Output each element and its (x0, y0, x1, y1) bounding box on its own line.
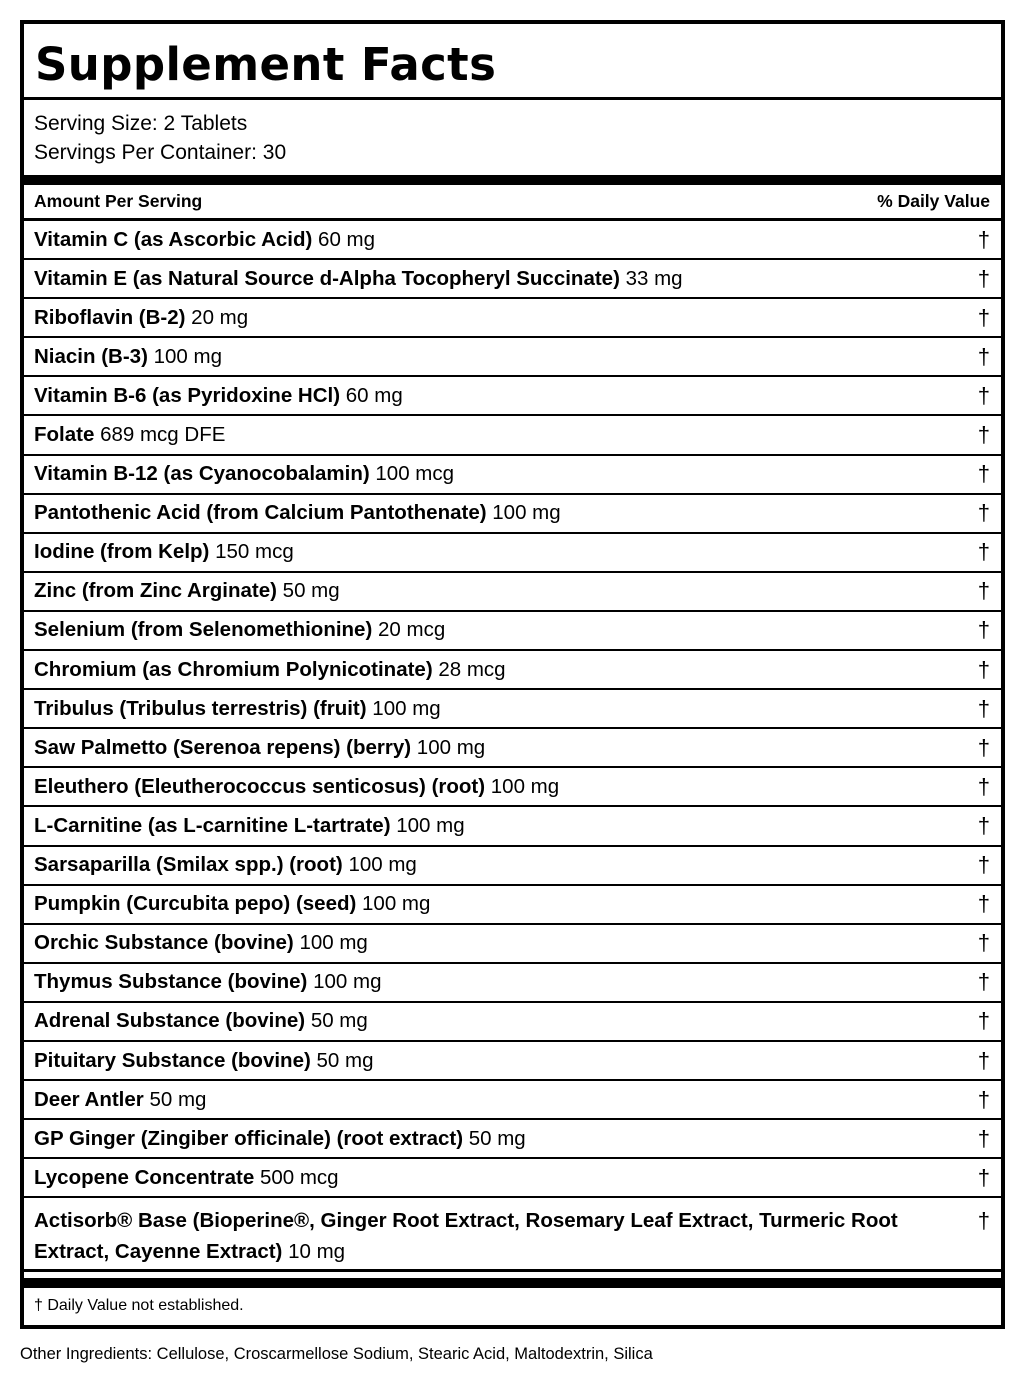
daily-value-dagger: † (977, 539, 990, 565)
nutrient-name: Adrenal Substance (bovine) (34, 1009, 306, 1033)
row-text (34, 1049, 972, 1073)
daily-value-dagger: † (977, 422, 990, 448)
daily-value-dagger: † (977, 1047, 990, 1073)
table-row (24, 1003, 1001, 1042)
nutrient-amount: 100 mg (396, 813, 465, 837)
panel-title: Supplement Facts (24, 24, 1001, 100)
nutrient-name: Chromium (as Chromium Polynicotinate) (34, 657, 433, 681)
table-row (24, 534, 1001, 573)
table-row (24, 925, 1001, 964)
row-text (34, 1127, 972, 1151)
table-row (24, 377, 1001, 416)
nutrient-name: Pantothenic Acid (from Calcium Pantothenate) (34, 501, 487, 525)
supplement-facts-panel (20, 20, 1005, 1329)
nutrient-name: Riboflavin (B-2) (34, 305, 186, 329)
row-text (34, 579, 972, 603)
row-text (34, 384, 972, 408)
nutrient-name: Lycopene Concentrate (34, 1165, 255, 1189)
daily-value-dagger: † (977, 812, 990, 838)
row-text (34, 658, 972, 682)
nutrient-name: Actisorb® Base (Bioperine®, Ginger Root Extract, Rosemary Leaf Extract, Turmeric Root Extract, Cayenne Extract) (34, 1209, 898, 1264)
daily-value-dagger: † (977, 734, 990, 760)
nutrient-amount: 689 mcg DFE (100, 423, 226, 447)
serving-size: Serving Size: 2 Tablets (34, 112, 248, 135)
table-row (24, 416, 1001, 455)
table-row (24, 886, 1001, 925)
row-text (34, 462, 972, 486)
daily-value-dagger: † (977, 891, 990, 917)
nutrient-name: Pumpkin (Curcubita pepo) (seed) (34, 892, 357, 916)
daily-value-dagger: † (977, 1086, 990, 1112)
daily-value-dagger: † (977, 1208, 990, 1234)
nutrient-amount: 20 mg (191, 305, 249, 329)
row-text (34, 423, 972, 447)
row-text (34, 345, 972, 369)
nutrient-amount: 100 mg (313, 970, 382, 994)
nutrient-name: Pituitary Substance (bovine) (34, 1048, 311, 1072)
nutrient-amount: 50 mg (310, 1009, 368, 1033)
table-row (24, 573, 1001, 612)
nutrient-amount: 100 mg (362, 892, 431, 916)
row-text (34, 1205, 972, 1267)
nutrient-amount: 60 mg (318, 227, 376, 251)
table-row (24, 495, 1001, 534)
table-row (24, 1042, 1001, 1081)
nutrient-amount: 100 mcg (375, 462, 455, 486)
daily-value-dagger: † (977, 1008, 990, 1034)
other-ingredients: Other Ingredients: Cellulose, Croscarmellose Sodium, Stearic Acid, Maltodextrin, Silica (20, 1345, 653, 1363)
table-row (24, 338, 1001, 377)
thick-divider (24, 175, 1001, 185)
table-row (24, 221, 1001, 260)
table-row (24, 1159, 1001, 1198)
row-text (34, 1088, 972, 1112)
daily-value-dagger: † (977, 1164, 990, 1190)
table-row (24, 1198, 1001, 1269)
footnote: † Daily Value not established. (34, 1297, 244, 1315)
nutrient-amount: 10 mg (288, 1240, 346, 1264)
daily-value-dagger: † (977, 343, 990, 369)
serving-info (24, 100, 1001, 175)
nutrient-amount: 50 mg (149, 1087, 207, 1111)
daily-value-dagger: † (977, 382, 990, 408)
thick-divider-bottom (24, 1278, 1001, 1288)
nutrient-amount: 100 mg (490, 774, 560, 798)
daily-value-dagger: † (977, 265, 990, 291)
nutrient-name: Vitamin E (as Natural Source d-Alpha Tocopheryl Succinate) (34, 266, 620, 290)
nutrient-amount: 100 mg (492, 501, 561, 525)
daily-value-dagger: † (977, 226, 990, 252)
nutrient-name: Deer Antler (34, 1087, 144, 1111)
amount-per-serving-label: Amount Per Serving (34, 191, 203, 211)
row-text (34, 697, 972, 721)
table-row (24, 299, 1001, 338)
nutrient-amount: 20 mcg (378, 618, 446, 642)
nutrient-rows (24, 221, 1001, 1269)
nutrient-name: L-Carnitine (as L-carnitine L-tartrate) (34, 813, 391, 837)
daily-value-dagger: † (977, 656, 990, 682)
table-row (24, 847, 1001, 886)
nutrient-amount: 100 mg (372, 696, 441, 720)
nutrient-amount: 50 mg (468, 1126, 526, 1150)
nutrient-name: Tribulus (Tribulus terrestris) (fruit) (34, 696, 367, 720)
row-text (34, 775, 972, 799)
row-text (34, 931, 972, 955)
table-row (24, 729, 1001, 768)
row-text (34, 267, 972, 291)
daily-value-dagger: † (977, 304, 990, 330)
nutrient-amount: 50 mg (316, 1048, 374, 1072)
daily-value-dagger: † (977, 969, 990, 995)
row-text (34, 618, 972, 642)
nutrient-name: Selenium (from Selenomethionine) (34, 618, 373, 642)
nutrient-amount: 100 mg (348, 853, 417, 877)
nutrient-name: Eleuthero (Eleutherococcus senticosus) (root) (34, 774, 486, 798)
table-row (24, 807, 1001, 846)
row-text (34, 736, 972, 760)
nutrient-name: Zinc (from Zinc Arginate) (34, 579, 277, 603)
daily-value-dagger: † (977, 852, 990, 878)
nutrient-amount: 28 mcg (438, 657, 506, 681)
table-row (24, 768, 1001, 807)
nutrient-name: GP Ginger (Zingiber officinale) (root extract) (34, 1126, 464, 1150)
nutrient-name: Vitamin C (as Ascorbic Acid) (34, 227, 313, 251)
table-row (24, 1081, 1001, 1120)
nutrient-amount: 500 mcg (259, 1165, 339, 1189)
nutrient-amount: 33 mg (625, 266, 683, 290)
daily-value-dagger: † (977, 930, 990, 956)
nutrient-name: Vitamin B-12 (as Cyanocobalamin) (34, 462, 370, 486)
table-row (24, 964, 1001, 1003)
nutrient-amount: 100 mg (416, 735, 486, 759)
row-text (34, 306, 972, 330)
row-text (34, 892, 972, 916)
table-row (24, 690, 1001, 729)
daily-value-dagger: † (977, 500, 990, 526)
nutrient-amount: 100 mg (153, 344, 222, 368)
nutrient-name: Thymus Substance (bovine) (34, 970, 308, 994)
table-row (24, 260, 1001, 299)
row-text (34, 814, 972, 838)
row-text (34, 228, 972, 252)
nutrient-amount: 50 mg (282, 579, 340, 603)
nutrient-name: Iodine (from Kelp) (34, 540, 210, 564)
row-text (34, 1009, 972, 1033)
daily-value-dagger: † (977, 578, 990, 604)
nutrient-amount: 150 mcg (215, 540, 294, 564)
daily-value-dagger: † (977, 461, 990, 487)
table-row (24, 651, 1001, 690)
servings-per-container: Servings Per Container: 30 (34, 141, 287, 164)
row-text (34, 501, 972, 525)
nutrient-name: Orchic Substance (bovine) (34, 931, 294, 955)
daily-value-dagger: † (977, 773, 990, 799)
row-text (34, 970, 972, 994)
daily-value-dagger: † (977, 617, 990, 643)
daily-value-label: % Daily Value (877, 191, 990, 211)
table-row (24, 456, 1001, 495)
row-text (34, 853, 972, 877)
nutrient-amount: 100 mg (299, 931, 368, 955)
nutrient-name: Vitamin B-6 (as Pyridoxine HCl) (34, 383, 341, 407)
nutrient-name: Folate (34, 423, 95, 447)
daily-value-dagger: † (977, 1125, 990, 1151)
daily-value-dagger: † (977, 695, 990, 721)
nutrient-name: Saw Palmetto (Serenoa repens) (berry) (34, 735, 412, 759)
nutrient-name: Sarsaparilla (Smilax spp.) (root) (34, 853, 343, 877)
row-text (34, 1166, 972, 1190)
table-row (24, 1120, 1001, 1159)
nutrient-name: Niacin (B-3) (34, 344, 148, 368)
row-text (34, 540, 972, 564)
table-header (24, 185, 1001, 221)
table-row (24, 612, 1001, 651)
nutrient-amount: 60 mg (345, 383, 403, 407)
